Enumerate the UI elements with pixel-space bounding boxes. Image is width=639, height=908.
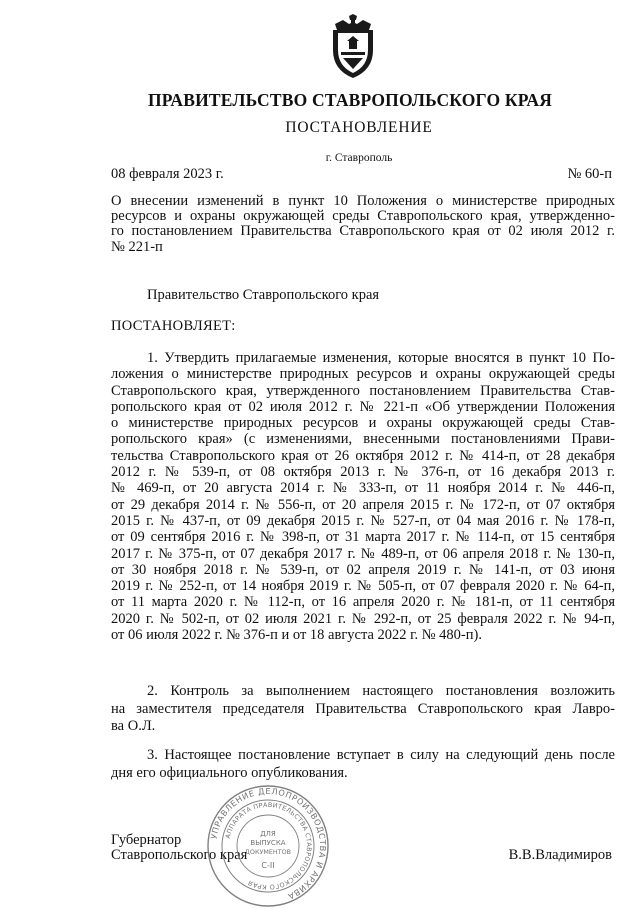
signatory-title-line: Губернатор [111, 832, 182, 848]
paragraph-line: от 30 ноября 2018 г. № 539-п, от 02 апреля 2019 г. № 141-п, от 03 июня [111, 561, 615, 578]
paragraph-line: тельства Ставропольского края от 26 октября 2012 г. № 414-п, от 28 декабря [111, 447, 615, 464]
paragraph-line: 1. Утвердить прилагаемые изменения, которые вносятся в пункт 10 По- [147, 350, 615, 366]
paragraph-line: 2020 г. № 502-п, от 02 июля 2021 г. № 292-п, от 25 февраля 2022 г. № 94-п, [111, 610, 615, 627]
paragraph-line: о министерстве природных ресурсов и охраны окружающей среды Став- [111, 415, 615, 432]
paragraph-line: от 09 сентября 2016 г. № 398-п, от 31 марта 2017 г. № 114-п, от 15 сентября [111, 529, 615, 546]
paragraph-line: ропольского края» (с изменениями, внесенными постановлениями Прави- [111, 431, 615, 448]
paragraph-line: 2017 г. № 375-п, от 07 декабря 2017 г. № 489-п, от 06 апреля 2018 г. № 130-п, [111, 545, 615, 562]
document-number: № 60-п [567, 166, 612, 182]
paragraph-line: Ставропольского края, утвержденного постановлением Правительства Став- [111, 382, 615, 399]
document-subject [111, 194, 615, 255]
coat-of-arms-emblem [329, 14, 377, 80]
paragraph-line: от 06 июля 2022 г. № 376-п и от 18 августа 2022 г. № 480-п). [111, 627, 482, 644]
paragraph-line: 2019 г. № 252-п, от 14 ноября 2019 г. № 505-п, от 07 февраля 2020 г. № 64-п, [111, 578, 615, 595]
paragraph-line: от 11 марта 2020 г. № 112-п, от 16 апреля 2020 г. № 181-п, от 11 сентября [111, 594, 615, 611]
stamp-center-text: ДЛЯ [260, 830, 276, 838]
paragraph-line: от 29 декабря 2014 г. № 556-п, от 20 апреля 2015 г. № 172-п, от 07 октября [111, 496, 615, 513]
stamp-center-text: ДОКУМЕНТОВ [244, 848, 292, 856]
subject-line: ресурсов и охраны окружающей среды Ставропольского края, утвержденно- [111, 208, 615, 225]
stamp-code: С-II [261, 861, 275, 870]
paragraph-line: 2. Контроль за выполнением настоящего постановления возложить [147, 683, 615, 699]
stamp-outer-text: УПРАВЛЕНИЕ ДЕЛОПРОИЗВОДСТВА И АРХИВА [208, 785, 329, 902]
paragraph-line: дня его официального опубликования. [111, 764, 348, 781]
paragraph-line: 2012 г. № 539-п, от 08 октября 2013 г. № 376-п, от 16 декабря 2013 г. [111, 464, 615, 481]
paragraph-line: на заместителя председателя Правительства Ставропольского края Лавро- [111, 700, 615, 717]
subject-line: О внесении изменений в пункт 10 Положения о министерстве природных [111, 193, 615, 209]
paragraph-line: 2015 г. № 437-п, от 09 декабря 2015 г. № 527-п, от 04 мая 2016 г. № 178-п, [111, 512, 615, 529]
paragraph-line: ложения о министерстве природных ресурсов и охраны окружающей среды [111, 366, 615, 383]
signatory-name: В.В.Владимиров [508, 847, 612, 863]
document-type: ПОСТАНОВЛЕНИЕ [285, 119, 433, 136]
paragraph-2 [111, 683, 615, 736]
stamp-inner-text: АППАРАТА ПРАВИТЕЛЬСТВА СТАВРОПОЛЬСКОГО КРАЯ [223, 800, 314, 892]
office-stamp [206, 784, 330, 908]
subject-line: № 221-п [111, 238, 163, 255]
document-date: 08 февраля 2023 г. [111, 166, 224, 182]
paragraph-line: № 469-п, от 20 августа 2014 г. № 333-п, от 11 ноября 2014 г. № 446-п, [111, 480, 615, 497]
subject-line: го постановлением Правительства Ставропольского края от 02 июля 2012 г. [111, 223, 615, 240]
city-label: г. Ставрополь [325, 152, 393, 164]
signatory-title-line: Ставропольского края [111, 846, 248, 863]
resolves-heading: ПОСТАНОВЛЯЕТ: [111, 318, 236, 334]
paragraph-1 [111, 350, 615, 643]
organization-title: ПРАВИТЕЛЬСТВО СТАВРОПОЛЬСКОГО КРАЯ [147, 90, 553, 110]
paragraph-line: ва О.Л. [111, 718, 156, 734]
paragraph-line: ропольского края от 02 июля 2012 г. № 221-п «Об утверждении Положения [111, 398, 615, 415]
paragraph-line: 3. Настоящее постановление вступает в силу на следующий день после [147, 747, 615, 763]
government-name: Правительство Ставропольского края [147, 287, 380, 303]
stamp-center-text: ВЫПУСКА [250, 839, 286, 847]
paragraph-3 [111, 747, 615, 782]
